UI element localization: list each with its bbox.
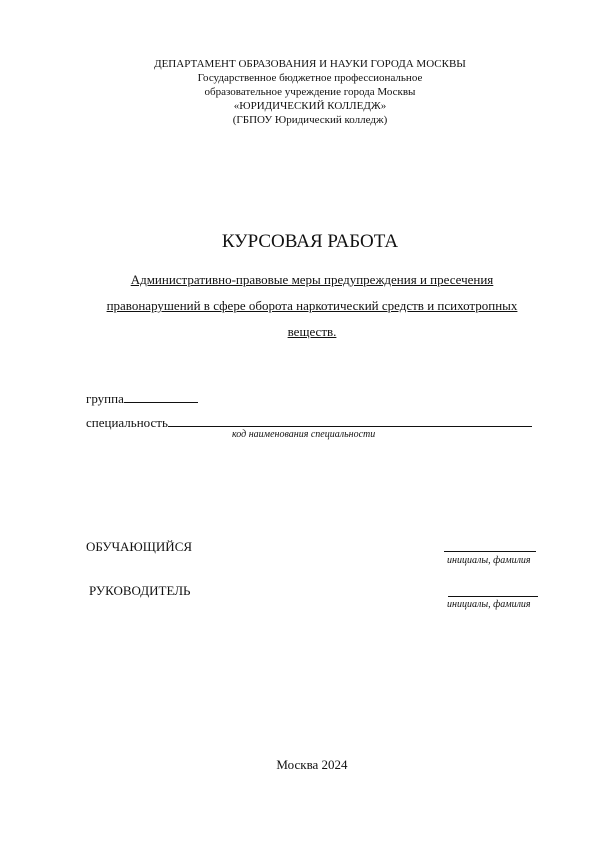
group-field <box>86 389 198 407</box>
specialty-blank-line <box>168 413 532 427</box>
supervisor-signature-hint: инициалы, фамилия <box>447 599 531 610</box>
college-short-name: (ГБПОУ Юридический колледж) <box>232 114 388 126</box>
topic-line-1: Административно-правовые меры предупреждения и пресечения <box>130 272 494 287</box>
document-title: КУРСОВАЯ РАБОТА <box>221 231 399 252</box>
student-signature-line <box>444 551 536 552</box>
specialty-label: специальность <box>86 415 168 430</box>
institution-header <box>60 57 560 127</box>
institution-type-line-2: образовательное учреждение города Москвы <box>204 86 416 98</box>
department-name: ДЕПАРТАМЕНТ ОБРАЗОВАНИЯ И НАУКИ ГОРОДА МОСКВЫ <box>154 58 466 70</box>
topic-line-3: веществ. <box>287 324 337 339</box>
supervisor-label: РУКОВОДИТЕЛЬ <box>89 583 191 598</box>
institution-type-line: Государственное бюджетное профессиональное <box>197 72 423 84</box>
specialty-hint: код наименования специальности <box>232 429 376 440</box>
college-name: «ЮРИДИЧЕСКИЙ КОЛЛЕДЖ» <box>233 100 387 112</box>
topic-line-2: правонарушений в сфере оборота наркотический средств и психотропных <box>106 298 518 313</box>
topic-text <box>70 267 554 345</box>
group-label: группа <box>86 391 124 406</box>
supervisor-signature-line <box>448 596 538 597</box>
group-blank-line <box>124 389 198 403</box>
city-year: Москва 2024 <box>276 757 348 772</box>
student-label: ОБУЧАЮЩИЙСЯ <box>86 539 193 554</box>
student-signature-hint: инициалы, фамилия <box>447 555 531 566</box>
